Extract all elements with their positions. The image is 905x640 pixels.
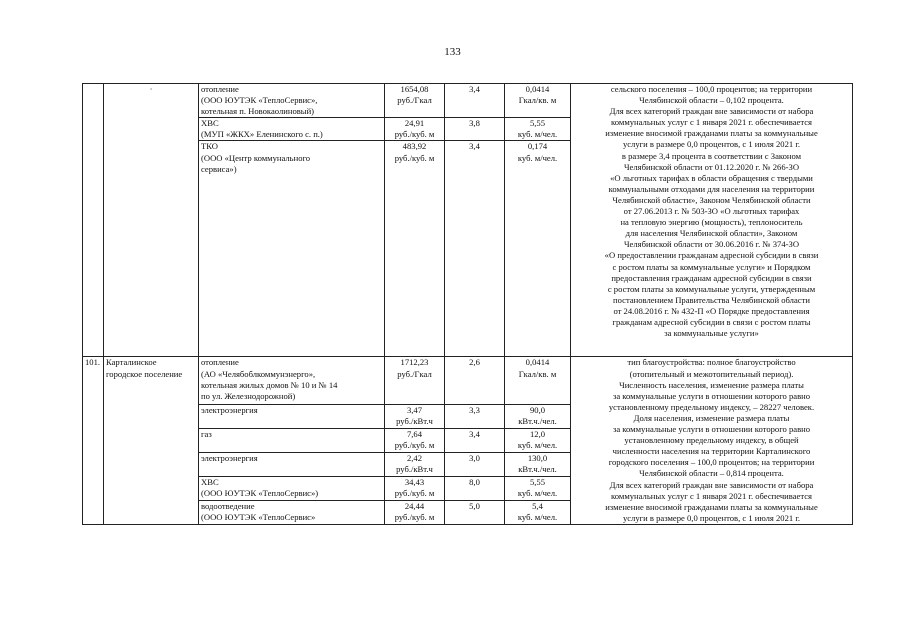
percent-cell: 3,4 — [445, 84, 505, 118]
norm-cell: 0,174 куб. м/чел. — [505, 141, 571, 357]
percent-cell: 8,0 — [445, 476, 505, 500]
norm-cell: 12,0 куб. м/чел. — [505, 428, 571, 452]
service-cell: отопление (АО «Челябоблкоммунэнерго», котельная жилых домов № 10 и № 14 по ул. Железнодорожной) — [199, 357, 385, 404]
tariff-cell: 1654,08 руб./Гкал — [385, 84, 445, 118]
justification-cell: тип благоустройства: полное благоустройство (отопительный и межотопительный период). Численность населения, изменение размера платы за коммунальные услуги в отношении которого равно установленному предельному индексу, – 28227 человек. Доля населения, изменение размера платы за коммунальные услуги в отношении которого равно установленному предельному индексу, в общей численности населения на территории Карталинского городского поселения – 100,0 процентов; на территории Челябинской области – 0,814 процента. Для всех категорий граждан вне зависимости от набора коммунальных услуг с 1 января 2021 г. обеспечивается изменение вносимой гражданами платы за коммунальные услуги в размере 0,0 процентов, с 1 июля 2021 г. — [571, 357, 853, 524]
tariff-cell: 34,43 руб./куб. м — [385, 476, 445, 500]
percent-cell: 3,0 — [445, 452, 505, 476]
page-number: 133 — [444, 46, 461, 58]
service-cell: электроэнергия — [199, 404, 385, 428]
norm-cell: 5,4 куб. м/чел. — [505, 500, 571, 524]
tariff-cell: 24,44 руб./куб. м — [385, 500, 445, 524]
stray-mark: · — [149, 84, 153, 94]
service-cell: ХВС (ООО ЮУТЭК «ТеплоСервис») — [199, 476, 385, 500]
row-number-cell: 101. — [83, 357, 104, 524]
service-cell: ХВС (МУП «ЖКХ» Еленинского с. п.) — [199, 118, 385, 141]
tariff-cell: 483,92 руб./куб. м — [385, 141, 445, 357]
row-number-cell — [83, 84, 104, 357]
service-cell: водоотведение (ООО ЮУТЭК «ТеплоСервис» — [199, 500, 385, 524]
percent-cell: 3,3 — [445, 404, 505, 428]
norm-cell: 5,55 куб. м/чел. — [505, 118, 571, 141]
settlement-cell — [104, 84, 199, 357]
table-row — [83, 84, 853, 118]
percent-cell: 2,6 — [445, 357, 505, 404]
table-row — [83, 357, 853, 404]
norm-cell: 90,0 кВт.ч./чел. — [505, 404, 571, 428]
norm-cell: 0,0414 Гкал/кв. м — [505, 84, 571, 118]
tariff-table — [82, 83, 853, 525]
norm-cell: 5,55 куб. м/чел. — [505, 476, 571, 500]
norm-cell: 0,0414 Гкал/кв. м — [505, 357, 571, 404]
service-cell: газ — [199, 428, 385, 452]
percent-cell: 3,8 — [445, 118, 505, 141]
tariff-cell: 3,47 руб./кВт.ч — [385, 404, 445, 428]
service-cell: электроэнергия — [199, 452, 385, 476]
tariff-cell: 24,91 руб./куб. м — [385, 118, 445, 141]
percent-cell: 5,0 — [445, 500, 505, 524]
justification-cell: сельского поселения – 100,0 процентов; на территории Челябинской области – 0,102 процента. Для всех категорий граждан вне зависимости от набора коммунальных услуг с 1 января 2021 г. обеспечивается изменение вносимой гражданами платы за коммунальные услуги в размере 0,0 процентов, с 1 июля 2021 г. в размере 3,4 процента в соответствии с Законом Челябинской области от 01.12.2020 г. № 266-ЗО «О льготных тарифах в области обращения с твердыми коммунальными отходами для населения на территории Челябинской области», Законом Челябинской области от 27.06.2013 г. № 503-ЗО «О льготных тарифах на тепловую энергию (мощность), теплоноситель для населения Челябинской области», Законом Челябинской области от 30.06.2016 г. № 374-ЗО «О предоставлении гражданам адресной субсидии в связи с ростом платы за коммунальные услуги» и Порядком предоставления гражданам адресной субсидии в связи с ростом платы за коммунальные услуги, утвержденным постановлением Правительства Челябинской области от 24.08.2016 г. № 432-П «О Порядке предоставления гражданам адресной субсидии в связи с ростом платы за коммунальные услуги» — [571, 84, 853, 357]
percent-cell: 3,4 — [445, 141, 505, 357]
settlement-cell: Карталинское городское поселение — [104, 357, 199, 524]
service-cell: отопление (ООО ЮУТЭК «ТеплоСервис», котельная п. Новокаолиновый) — [199, 84, 385, 118]
tariff-cell: 1712,23 руб./Гкал — [385, 357, 445, 404]
norm-cell: 130,0 кВт.ч./чел. — [505, 452, 571, 476]
tariff-cell: 7,64 руб./куб. м — [385, 428, 445, 452]
tariff-cell: 2,42 руб./кВт.ч — [385, 452, 445, 476]
service-cell: ТКО (ООО «Центр коммунального сервиса») — [199, 141, 385, 357]
percent-cell: 3,4 — [445, 428, 505, 452]
